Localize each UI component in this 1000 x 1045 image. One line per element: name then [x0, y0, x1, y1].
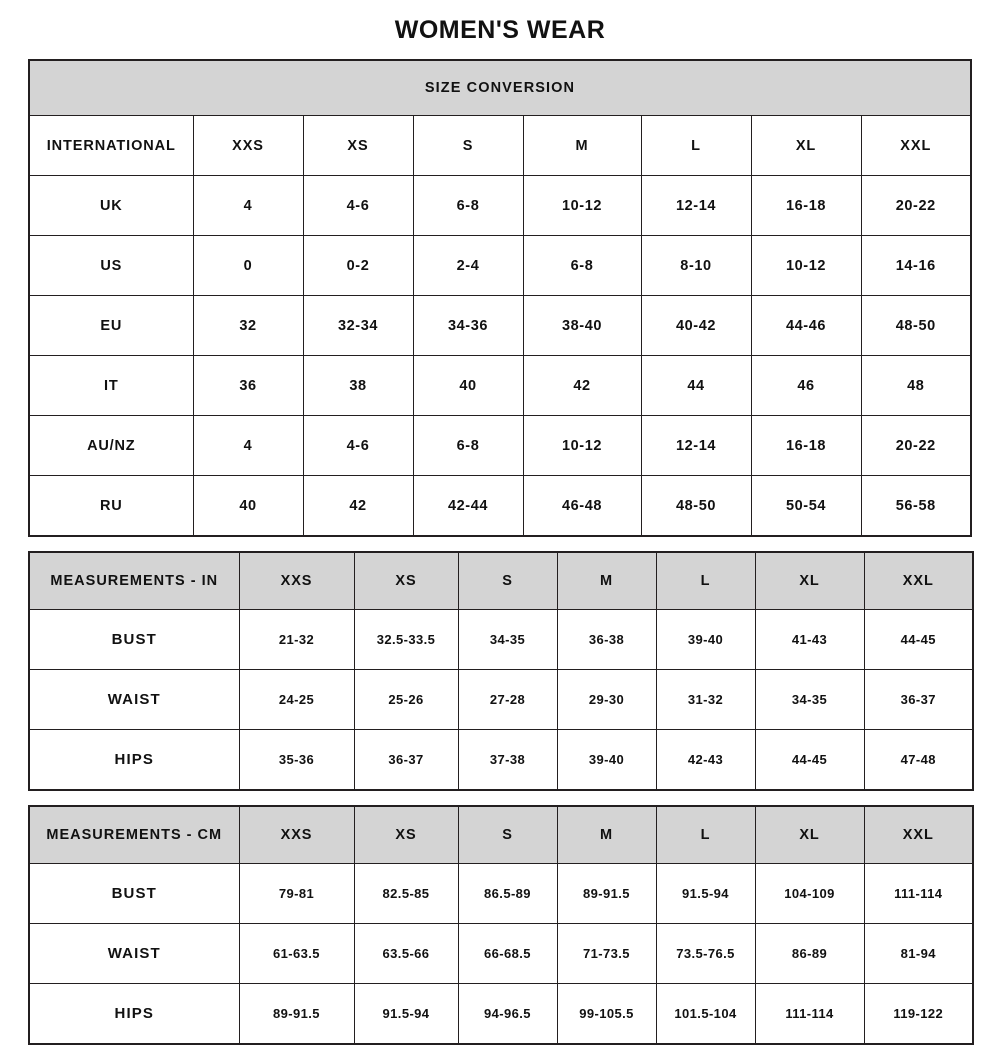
- row-label: HIPS: [29, 730, 239, 791]
- measurements-cm-table: [28, 805, 974, 1045]
- cell: 44: [641, 356, 751, 416]
- cell: 40: [193, 476, 303, 537]
- cell: 101.5-104: [656, 984, 755, 1045]
- cell: 99-105.5: [557, 984, 656, 1045]
- cell: 86-89: [755, 924, 864, 984]
- cell: 81-94: [864, 924, 973, 984]
- cell: 32: [193, 296, 303, 356]
- cell: 48: [861, 356, 971, 416]
- cell: 111-114: [755, 984, 864, 1045]
- column-header-s: S: [458, 806, 557, 864]
- cell: 39-40: [656, 610, 755, 670]
- cell: 6-8: [523, 236, 641, 296]
- column-header-xs: XS: [303, 116, 413, 176]
- column-header-l: L: [656, 552, 755, 610]
- column-header-xl: XL: [755, 806, 864, 864]
- cell: 6-8: [413, 176, 523, 236]
- cell: 91.5-94: [656, 864, 755, 924]
- table-row: [29, 924, 973, 984]
- table-row: [29, 236, 971, 296]
- cell: 21-32: [239, 610, 354, 670]
- column-header-xxs: XXS: [239, 552, 354, 610]
- cell: 32-34: [303, 296, 413, 356]
- cell: 10-12: [751, 236, 861, 296]
- cell: 50-54: [751, 476, 861, 537]
- column-header-xxs: XXS: [193, 116, 303, 176]
- cell: 34-35: [755, 670, 864, 730]
- cell: 34-36: [413, 296, 523, 356]
- cell: 42-44: [413, 476, 523, 537]
- row-label: WAIST: [29, 924, 239, 984]
- cell: 41-43: [755, 610, 864, 670]
- column-header-xxl: XXL: [864, 806, 973, 864]
- column-header-xl: XL: [755, 552, 864, 610]
- cell: 40-42: [641, 296, 751, 356]
- cell: 42-43: [656, 730, 755, 791]
- column-header-international: INTERNATIONAL: [29, 116, 193, 176]
- table-row-header: [29, 806, 973, 864]
- cell: 89-91.5: [239, 984, 354, 1045]
- cell: 12-14: [641, 416, 751, 476]
- cell: 10-12: [523, 176, 641, 236]
- page-title: WOMEN'S WEAR: [394, 16, 606, 44]
- table-row: [29, 416, 971, 476]
- table-row-header: [29, 116, 971, 176]
- cell: 4: [193, 416, 303, 476]
- cell: 111-114: [864, 864, 973, 924]
- cell: 38: [303, 356, 413, 416]
- column-header-measurements-in: MEASUREMENTS - IN: [29, 552, 239, 610]
- cell: 48-50: [641, 476, 751, 537]
- table-row: [29, 296, 971, 356]
- measurements-inches-table: [28, 551, 974, 791]
- cell: 38-40: [523, 296, 641, 356]
- column-header-l: L: [641, 116, 751, 176]
- cell: 36-37: [864, 670, 973, 730]
- cell: 40: [413, 356, 523, 416]
- size-conversion-section: [28, 59, 972, 537]
- cell: 89-91.5: [557, 864, 656, 924]
- table-row: [29, 864, 973, 924]
- cell: 119-122: [864, 984, 973, 1045]
- table-row: [29, 476, 971, 537]
- row-label: HIPS: [29, 984, 239, 1045]
- row-label: UK: [29, 176, 193, 236]
- table-row: [29, 176, 971, 236]
- cell: 36-37: [354, 730, 458, 791]
- column-header-s: S: [413, 116, 523, 176]
- row-label: US: [29, 236, 193, 296]
- column-header-m: M: [557, 806, 656, 864]
- cell: 16-18: [751, 416, 861, 476]
- cell: 47-48: [864, 730, 973, 791]
- column-header-m: M: [557, 552, 656, 610]
- cell: 10-12: [523, 416, 641, 476]
- cell: 4-6: [303, 176, 413, 236]
- cell: 46: [751, 356, 861, 416]
- cell: 12-14: [641, 176, 751, 236]
- column-header-xxs: XXS: [239, 806, 354, 864]
- cell: 35-36: [239, 730, 354, 791]
- cell: 79-81: [239, 864, 354, 924]
- column-header-xxl: XXL: [864, 552, 973, 610]
- cell: 20-22: [861, 416, 971, 476]
- cell: 63.5-66: [354, 924, 458, 984]
- cell: 8-10: [641, 236, 751, 296]
- cell: 6-8: [413, 416, 523, 476]
- cell: 82.5-85: [354, 864, 458, 924]
- cell: 73.5-76.5: [656, 924, 755, 984]
- table-row: [29, 984, 973, 1045]
- cell: 44-46: [751, 296, 861, 356]
- cell: 24-25: [239, 670, 354, 730]
- cell: 32.5-33.5: [354, 610, 458, 670]
- cell: 37-38: [458, 730, 557, 791]
- row-label: BUST: [29, 864, 239, 924]
- cell: 14-16: [861, 236, 971, 296]
- cell: 31-32: [656, 670, 755, 730]
- cell: 61-63.5: [239, 924, 354, 984]
- column-header-l: L: [656, 806, 755, 864]
- table-row: [29, 356, 971, 416]
- cell: 46-48: [523, 476, 641, 537]
- size-conversion-banner: SIZE CONVERSION: [29, 60, 971, 116]
- table-row: [29, 730, 973, 791]
- cell: 44-45: [755, 730, 864, 791]
- cell: 48-50: [861, 296, 971, 356]
- cell: 34-35: [458, 610, 557, 670]
- size-conversion-table: [28, 59, 972, 537]
- cell: 44-45: [864, 610, 973, 670]
- cell: 27-28: [458, 670, 557, 730]
- cell: 71-73.5: [557, 924, 656, 984]
- cell: 4: [193, 176, 303, 236]
- row-label: EU: [29, 296, 193, 356]
- column-header-xs: XS: [354, 806, 458, 864]
- cell: 36: [193, 356, 303, 416]
- column-header-s: S: [458, 552, 557, 610]
- row-label: RU: [29, 476, 193, 537]
- table-row: [29, 670, 973, 730]
- cell: 25-26: [354, 670, 458, 730]
- cell: 42: [523, 356, 641, 416]
- measurements-cm-section: [28, 805, 972, 1045]
- row-label: AU/NZ: [29, 416, 193, 476]
- cell: 39-40: [557, 730, 656, 791]
- row-label: IT: [29, 356, 193, 416]
- cell: 42: [303, 476, 413, 537]
- cell: 2-4: [413, 236, 523, 296]
- cell: 0-2: [303, 236, 413, 296]
- cell: 56-58: [861, 476, 971, 537]
- cell: 66-68.5: [458, 924, 557, 984]
- cell: 36-38: [557, 610, 656, 670]
- row-label: BUST: [29, 610, 239, 670]
- cell: 20-22: [861, 176, 971, 236]
- column-header-xs: XS: [354, 552, 458, 610]
- cell: 29-30: [557, 670, 656, 730]
- cell: 4-6: [303, 416, 413, 476]
- table-row-header: [29, 552, 973, 610]
- cell: 0: [193, 236, 303, 296]
- column-header-measurements-cm: MEASUREMENTS - CM: [29, 806, 239, 864]
- measurements-inches-section: [28, 551, 972, 791]
- table-row: [29, 610, 973, 670]
- row-label: WAIST: [29, 670, 239, 730]
- cell: 86.5-89: [458, 864, 557, 924]
- cell: 94-96.5: [458, 984, 557, 1045]
- cell: 91.5-94: [354, 984, 458, 1045]
- cell: 16-18: [751, 176, 861, 236]
- column-header-m: M: [523, 116, 641, 176]
- cell: 104-109: [755, 864, 864, 924]
- column-header-xl: XL: [751, 116, 861, 176]
- column-header-xxl: XXL: [861, 116, 971, 176]
